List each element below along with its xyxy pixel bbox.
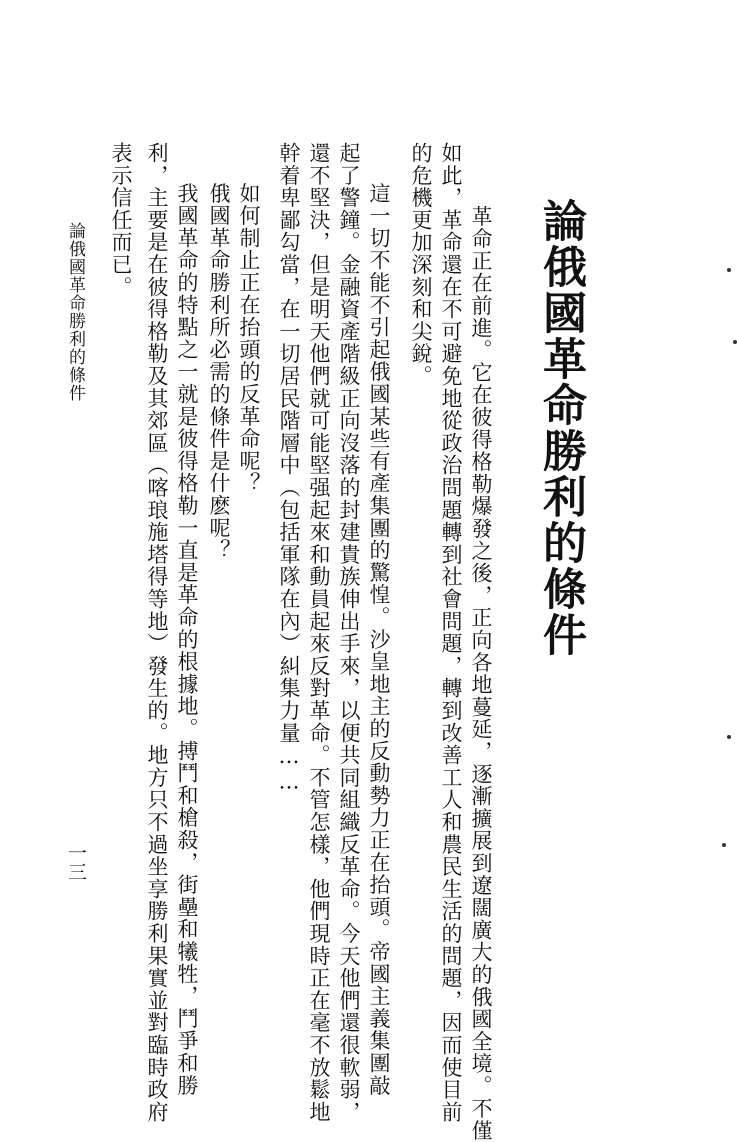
text-line-2: 如此，革命還在不可避免地從政治問題轉到社會問題，轉到改善工人和農民生活的問題，因而使目前 <box>439 142 463 1124</box>
scan-speck <box>733 340 737 344</box>
text-line-9: 俄國革命勝利所必需的條件是什麽呢？ <box>207 160 231 562</box>
text-line-5: 起了警鐘。金融資產階級正向沒落的封建貴族伸出手來，以便共同組織反革命。今天他們還很軟弱， <box>337 142 361 1124</box>
text-line-7: 幹着卑鄙勾當，在一切居民階層中（包括軍隊在內）糾集力量…… <box>277 142 301 795</box>
text-line-11: 利，主要是在彼得格勒及其郊區（喀琅施塔得等地）發生的。地方只不過坐享勝利果實並對臨時政府 <box>145 142 169 1124</box>
running-head: 論俄國革命勝利的條件 <box>65 222 85 402</box>
scan-speck <box>727 735 731 739</box>
text-line-4: 這一切不能不引起俄國某些有產集團的驚惶。沙皇地主的反動勢力正在抬頭。帝國主義集團敲 <box>367 160 391 1097</box>
text-line-6: 還不堅決，但是明天他們就可能堅强起來和動員起來反對革命。不管怎樣，他們現時正在毫不放鬆地 <box>307 142 331 1124</box>
text-line-3: 的危機更加深刻和尖銳。 <box>409 142 433 388</box>
scan-speck <box>727 268 731 272</box>
text-line-12: 表示信任而已。 <box>109 142 133 299</box>
text-line-8: 如何制止正在抬頭的反革命呢？ <box>237 160 261 495</box>
text-line-1: 革命正在前進。它在彼得格勒爆發之後，正向各地蔓延，逐漸擴展到遼闊廣大的俄國全境。不僅 <box>469 183 493 1142</box>
text-line-10: 我國革命的特點之一就是彼得格勒一直是革命的根據地。搏鬥和槍殺，街壘和犧牲，鬥爭和勝 <box>175 160 199 1097</box>
article-title: 論俄國革命勝利的條件 <box>535 198 586 658</box>
scan-speck <box>722 843 726 847</box>
page-number: 一三 <box>65 843 87 881</box>
